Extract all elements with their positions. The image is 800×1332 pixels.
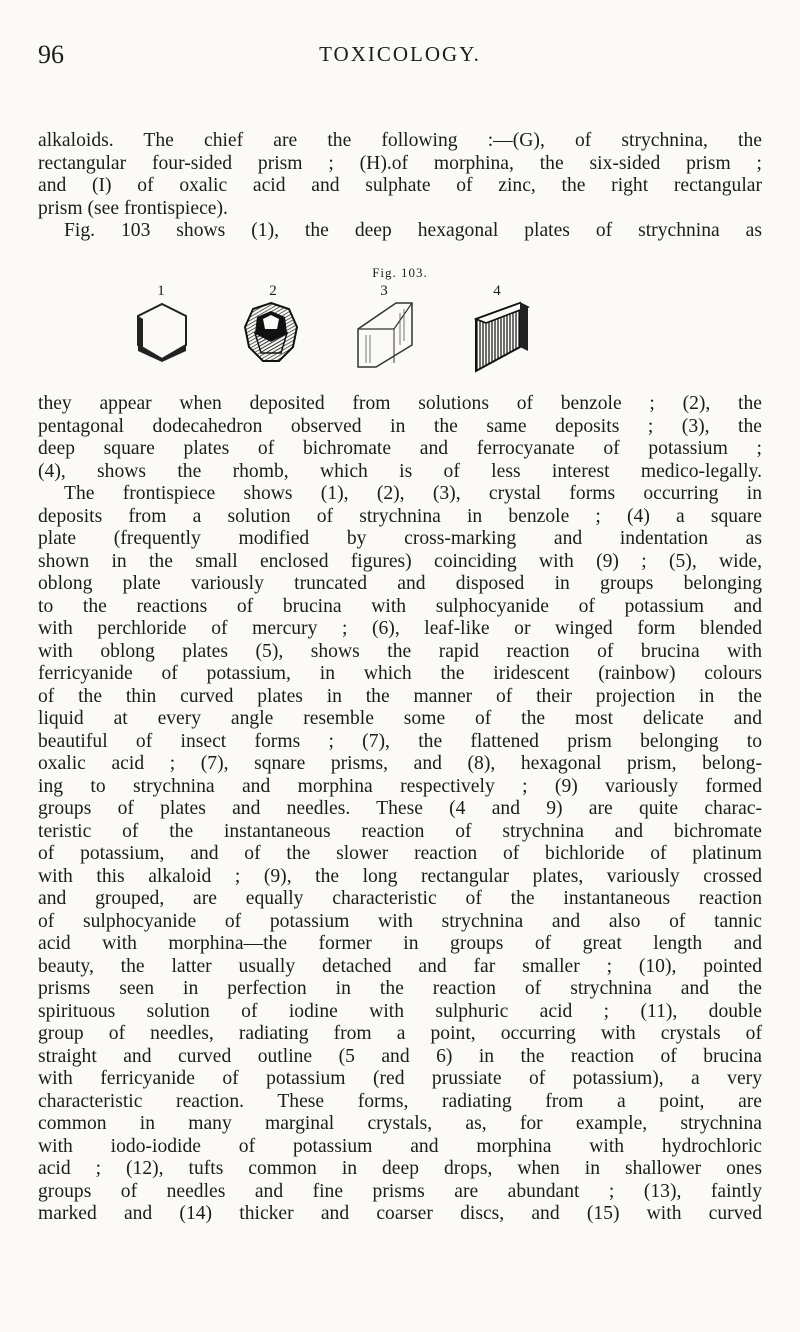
text-line: characteristic reaction. These forms, radiating from a point, are xyxy=(38,1090,762,1112)
dodecahedron-crystal xyxy=(241,301,301,365)
text-line: with perchloride of mercury ; (6), leaf-like or winged form blended xyxy=(38,618,762,639)
page-header xyxy=(38,40,762,70)
text-line: with oblong plates (5), shows the rapid reaction of brucina with xyxy=(38,640,762,662)
figure-caption: Fig. 103. xyxy=(372,265,428,280)
text-line: group of needles, radiating from a point, occurring with crystals of xyxy=(38,1023,762,1044)
paragraph-2 xyxy=(38,393,762,1226)
text-line: beauty, the latter usually detached and far smaller ; (10), pointed xyxy=(38,955,762,977)
text-line: prism (see frontispiece). xyxy=(38,197,228,219)
hexagonal-plate-crystal xyxy=(134,301,190,363)
text-line: Fig. 103 shows (1), the deep hexagonal plates of strychnina as xyxy=(64,220,762,241)
text-line: liquid at every angle resemble some of the most delicate and xyxy=(38,708,762,729)
rhomb-crystal xyxy=(464,301,532,373)
text-line: plate (frequently modified by cross-marking and indentation as xyxy=(38,528,762,549)
text-line: to the reactions of brucina with sulphocyanide of potassium and xyxy=(38,595,762,617)
text-line: deep square plates of bichromate and ferrocyanate of potassium ; xyxy=(38,438,762,459)
text-line: of potassium, and of the slower reaction of bichloride of platinum xyxy=(38,843,762,864)
text-line: they appear when deposited from solutions of benzole ; (2), the xyxy=(38,393,762,414)
text-line: rectangular four-sided prism ; (H).of morphina, the six-sided prism ; xyxy=(38,152,762,174)
text-line: with this alkaloid ; (9), the long rectangular plates, variously crossed xyxy=(38,865,762,887)
text-line: and (I) of oxalic acid and sulphate of zinc, the right rectangular xyxy=(38,175,762,196)
text-line: marked and (14) thicker and coarser discs, and (15) with curved xyxy=(38,1203,762,1224)
figure-label-3: 3 xyxy=(380,283,388,299)
square-plate-crystal xyxy=(354,301,416,369)
text-line: The frontispiece shows (1), (2), (3), crystal forms occurring in xyxy=(64,483,762,504)
figure-label-4: 4 xyxy=(493,283,501,299)
text-line: deposits from a solution of strychnina in benzole ; (4) a square xyxy=(38,505,762,527)
text-line: oblong plate variously truncated and disposed in groups belonging xyxy=(38,573,762,594)
text-line: straight and curved outline (5 and 6) in the reaction of brucina xyxy=(38,1045,762,1067)
text-line: of the thin curved plates in the manner of their projection in the xyxy=(38,685,762,707)
text-line: groups of needles and fine prisms are abundant ; (13), faintly xyxy=(38,1180,762,1202)
text-line: with ferricyanide of potassium (red prussiate of potassium), a very xyxy=(38,1068,762,1089)
text-line: ferricyanide of potassium, in which the iridescent (rainbow) colours xyxy=(38,663,762,684)
text-line: alkaloids. The chief are the following :—(G), of strychnina, the xyxy=(38,130,762,151)
text-line: with iodo-iodide of potassium and morphina with hydrochloric xyxy=(38,1135,762,1157)
text-line: teristic of the instantaneous reaction of strychnina and bichromate xyxy=(38,820,762,842)
figure-label-2: 2 xyxy=(269,283,277,299)
figure-label-1: 1 xyxy=(157,283,165,299)
figure-103 xyxy=(38,265,762,390)
text-line: and grouped, are equally characteristic of the instantaneous reaction xyxy=(38,888,762,909)
text-line: pentagonal dodecahedron observed in the same deposits ; (3), the xyxy=(38,415,762,437)
text-line: beautiful of insect forms ; (7), the flattened prism belonging to xyxy=(38,730,762,752)
running-head: TOXICOLOGY. xyxy=(319,42,481,66)
paragraph-1 xyxy=(38,130,762,243)
text-line: groups of plates and needles. These (4 and 9) are quite charac- xyxy=(38,798,762,819)
page-number: 96 xyxy=(38,40,64,69)
text-line: oxalic acid ; (7), sqnare prisms, and (8), hexagonal prism, belong- xyxy=(38,753,762,774)
text-line: of sulphocyanide of potassium with strychnina and also of tannic xyxy=(38,910,762,932)
text-line: prisms seen in perfection in the reaction of strychnina and the xyxy=(38,978,762,999)
text-line: spirituous solution of iodine with sulphuric acid ; (11), double xyxy=(38,1000,762,1022)
text-line: common in many marginal crystals, as, for example, strychnina xyxy=(38,1113,762,1134)
text-line: (4), shows the rhomb, which is of less interest medico-legally. xyxy=(38,460,762,482)
text-line: acid with morphina—the former in groups of great length and xyxy=(38,933,762,954)
text-line: ing to strychnina and morphina respectively ; (9) variously formed xyxy=(38,775,762,797)
text-line: acid ; (12), tufts common in deep drops, when in shallower ones xyxy=(38,1158,762,1179)
text-line: shown in the small enclosed figures) coinciding with (9) ; (5), wide, xyxy=(38,550,762,572)
